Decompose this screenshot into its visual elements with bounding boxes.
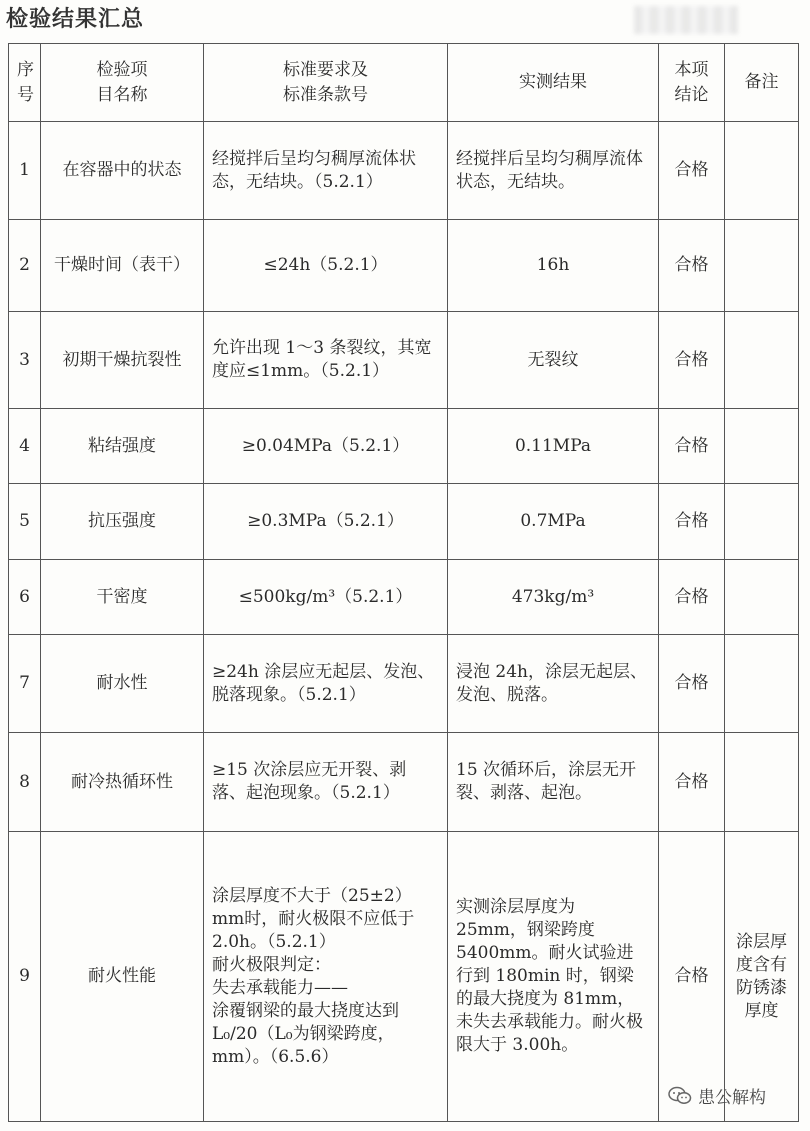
- row-note: [725, 560, 799, 635]
- row-result: 浸泡 24h，涂层无起层、发泡、脱落。: [448, 635, 659, 733]
- page-title: 检验结果汇总: [6, 7, 145, 32]
- row-note: [725, 635, 799, 733]
- table-row: [9, 832, 799, 1122]
- wechat-icon: [668, 1086, 692, 1106]
- row-name: 耐冷热循环性: [41, 733, 204, 832]
- row-standard: ≤500kg/m³（5.2.1）: [204, 560, 448, 635]
- table-row: [9, 635, 799, 733]
- blurred-stamp: [634, 6, 738, 34]
- row-no: 3: [9, 312, 41, 409]
- row-standard: ≥0.3MPa（5.2.1）: [204, 484, 448, 560]
- row-result: 15 次循环后，涂层无开裂、剥落、起泡。: [448, 733, 659, 832]
- row-no: 9: [9, 832, 41, 1122]
- row-standard: 经搅拌后呈均匀稠厚流体状态，无结块。（5.2.1）: [204, 122, 448, 220]
- row-conclusion: 合格: [659, 409, 725, 484]
- watermark: [668, 1083, 766, 1108]
- row-no: 8: [9, 733, 41, 832]
- row-result: 实测涂层厚度为 25mm，钢梁跨度 5400mm。耐火试验进行到 180min 时，钢梁的最大挠度为 81mm，未失去承载能力。耐火极限大于 3.00h。: [448, 832, 659, 1122]
- row-name: 在容器中的状态: [41, 122, 204, 220]
- row-no: 2: [9, 220, 41, 312]
- table-header-row: [9, 44, 799, 122]
- row-no: 6: [9, 560, 41, 635]
- header-note: 备注: [725, 44, 799, 122]
- row-note: [725, 312, 799, 409]
- row-conclusion: 合格: [659, 312, 725, 409]
- row-no: 7: [9, 635, 41, 733]
- row-standard: ≥15 次涂层应无开裂、剥落、起泡现象。（5.2.1）: [204, 733, 448, 832]
- row-note: [725, 484, 799, 560]
- row-result: 无裂纹: [448, 312, 659, 409]
- table-row: [9, 409, 799, 484]
- table-row: [9, 312, 799, 409]
- table-row: [9, 733, 799, 832]
- row-name: 抗压强度: [41, 484, 204, 560]
- row-standard: ≤24h（5.2.1）: [204, 220, 448, 312]
- watermark-text: 患公解构: [698, 1088, 766, 1108]
- row-result: 16h: [448, 220, 659, 312]
- row-no: 5: [9, 484, 41, 560]
- row-conclusion: 合格: [659, 122, 725, 220]
- row-name: 干密度: [41, 560, 204, 635]
- row-name: 粘结强度: [41, 409, 204, 484]
- row-result: 0.7MPa: [448, 484, 659, 560]
- row-result: 0.11MPa: [448, 409, 659, 484]
- row-conclusion: 合格: [659, 560, 725, 635]
- row-name: 耐水性: [41, 635, 204, 733]
- row-note: [725, 409, 799, 484]
- row-standard: 涂层厚度不大于（25±2）mm时，耐火极限不应低于2.0h。（5.2.1） 耐火极限判定： 失去承载能力—— 涂覆钢梁的最大挠度达到L₀/20（L₀为钢梁跨度，mm）。（6.5.6）: [204, 832, 448, 1122]
- results-table: [8, 43, 799, 1122]
- row-result: 473kg/m³: [448, 560, 659, 635]
- header-result: 实测结果: [448, 44, 659, 122]
- row-result: 经搅拌后呈均匀稠厚流体状态，无结块。: [448, 122, 659, 220]
- row-conclusion: 合格: [659, 484, 725, 560]
- row-name: 初期干燥抗裂性: [41, 312, 204, 409]
- row-standard: 允许出现 1～3 条裂纹，其宽度应≤1mm。（5.2.1）: [204, 312, 448, 409]
- row-no: 1: [9, 122, 41, 220]
- row-conclusion: 合格: [659, 733, 725, 832]
- row-conclusion: 合格: [659, 220, 725, 312]
- row-standard: ≥24h 涂层应无起层、发泡、脱落现象。（5.2.1）: [204, 635, 448, 733]
- header-conclusion: 本项 结论: [659, 44, 725, 122]
- row-standard: ≥0.04MPa（5.2.1）: [204, 409, 448, 484]
- row-conclusion: 合格: [659, 832, 725, 1122]
- row-conclusion: 合格: [659, 635, 725, 733]
- header-name: 检验项 目名称: [41, 44, 204, 122]
- row-name: 耐火性能: [41, 832, 204, 1122]
- row-no: 4: [9, 409, 41, 484]
- header-no: 序号: [9, 44, 41, 122]
- table-row: [9, 560, 799, 635]
- table-row: [9, 122, 799, 220]
- header-standard: 标准要求及 标准条款号: [204, 44, 448, 122]
- row-note: [725, 220, 799, 312]
- table-row: [9, 484, 799, 560]
- table-row: [9, 220, 799, 312]
- row-note: 涂层厚度含有防锈漆厚度: [725, 832, 799, 1122]
- row-note: [725, 733, 799, 832]
- row-note: [725, 122, 799, 220]
- row-name: 干燥时间（表干）: [41, 220, 204, 312]
